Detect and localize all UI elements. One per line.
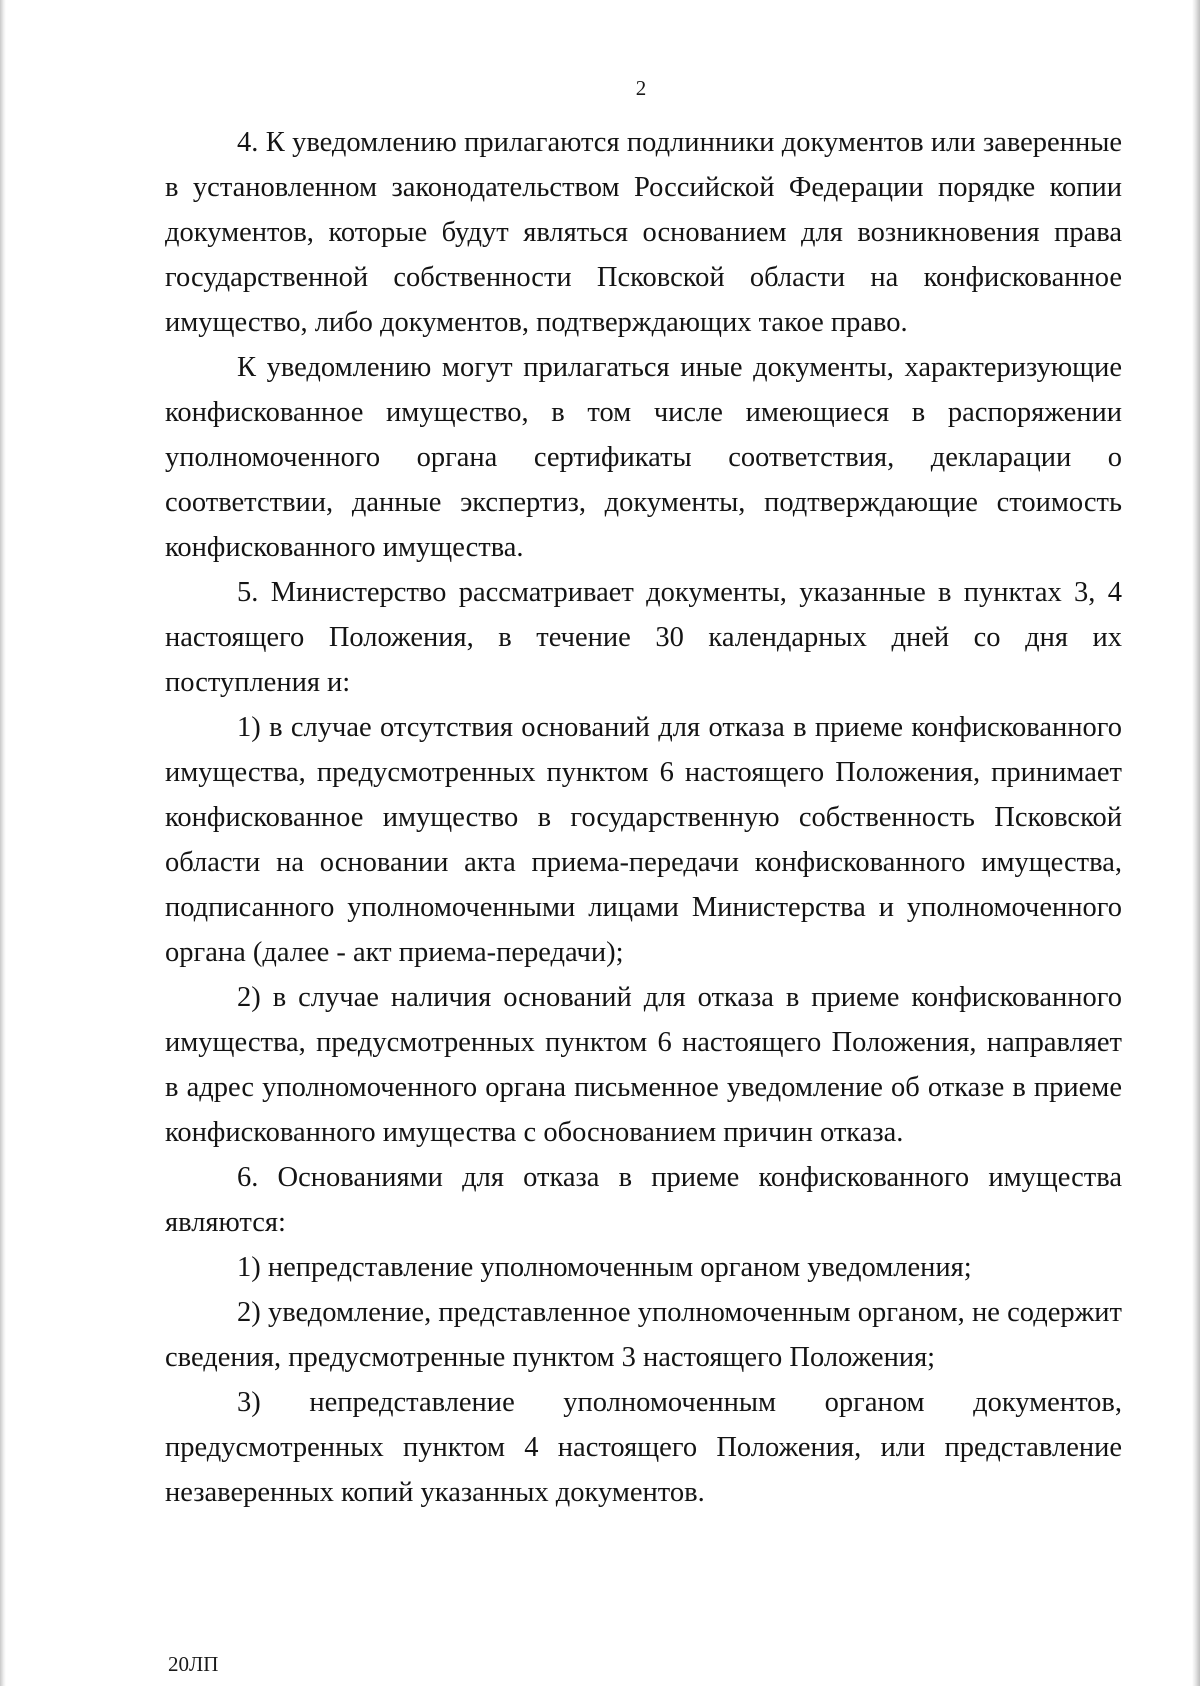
paragraph-item-6-subitem-1: 1) непредставление уполномоченным органом уведомления; <box>237 1252 972 1283</box>
page-number: 2 <box>635 76 647 100</box>
paragraph-item-5-subitem-1: 1) в случае отсутствия оснований для отказа в приеме конфискованного имущества, предусмотренных пунктом 6 настоящего Положения, принимает конфискованное имущество в государственную собственность Псковской области на основании акта приема-передачи конфискованного имущества, подписанного уполномоченными лицами Министерства и уполномоченного органа (далее - акт приема-передачи); <box>165 712 1122 968</box>
scan-edge-right <box>1192 0 1200 1686</box>
paragraph-item-6-grounds: 6. Основаниями для отказа в приеме конфискованного имущества являются: <box>165 1162 1122 1238</box>
paragraph-item-6-subitem-2: 2) уведомление, представленное уполномоченным органом, не содержит сведения, предусмотренные пунктом 3 настоящего Положения; <box>165 1297 1122 1373</box>
document-body <box>165 120 1122 1515</box>
paragraph-item-5-review: 5. Министерство рассматривает документы, указанные в пунктах 3, 4 настоящего Положения, в течение 30 календарных дней со дня их поступления и: <box>165 577 1122 698</box>
paragraph-item-4-attachments: 4. К уведомлению прилагаются подлинники документов или заверенные в установленном законодательством Российской Федерации порядке копии документов, которые будут являться основанием для возникновения права государственной собственности Псковской области на конфискованное имущество, либо документов, подтверждающих такое право. <box>165 127 1122 338</box>
footer-document-code: 20ЛП <box>168 1652 219 1676</box>
paragraph-item-5-subitem-2: 2) в случае наличия оснований для отказа в приеме конфискованного имущества, предусмотренных пунктом 6 настоящего Положения, направляет в адрес уполномоченного органа письменное уведомление об отказе в приеме конфискованного имущества с обоснованием причин отказа. <box>165 982 1122 1148</box>
paragraph-item-6-subitem-3: 3) непредставление уполномоченным органом документов, предусмотренных пунктом 4 настоящего Положения, или представление незаверенных копий указанных документов. <box>165 1387 1122 1508</box>
paragraph-other-documents: К уведомлению могут прилагаться иные документы, характеризующие конфискованное имущество, в том числе имеющиеся в распоряжении уполномоченного органа сертификаты соответствия, декларации о соответствии, данные экспертиз, документы, подтверждающие стоимость конфискованного имущества. <box>165 352 1122 563</box>
scan-edge-left <box>0 0 6 1686</box>
